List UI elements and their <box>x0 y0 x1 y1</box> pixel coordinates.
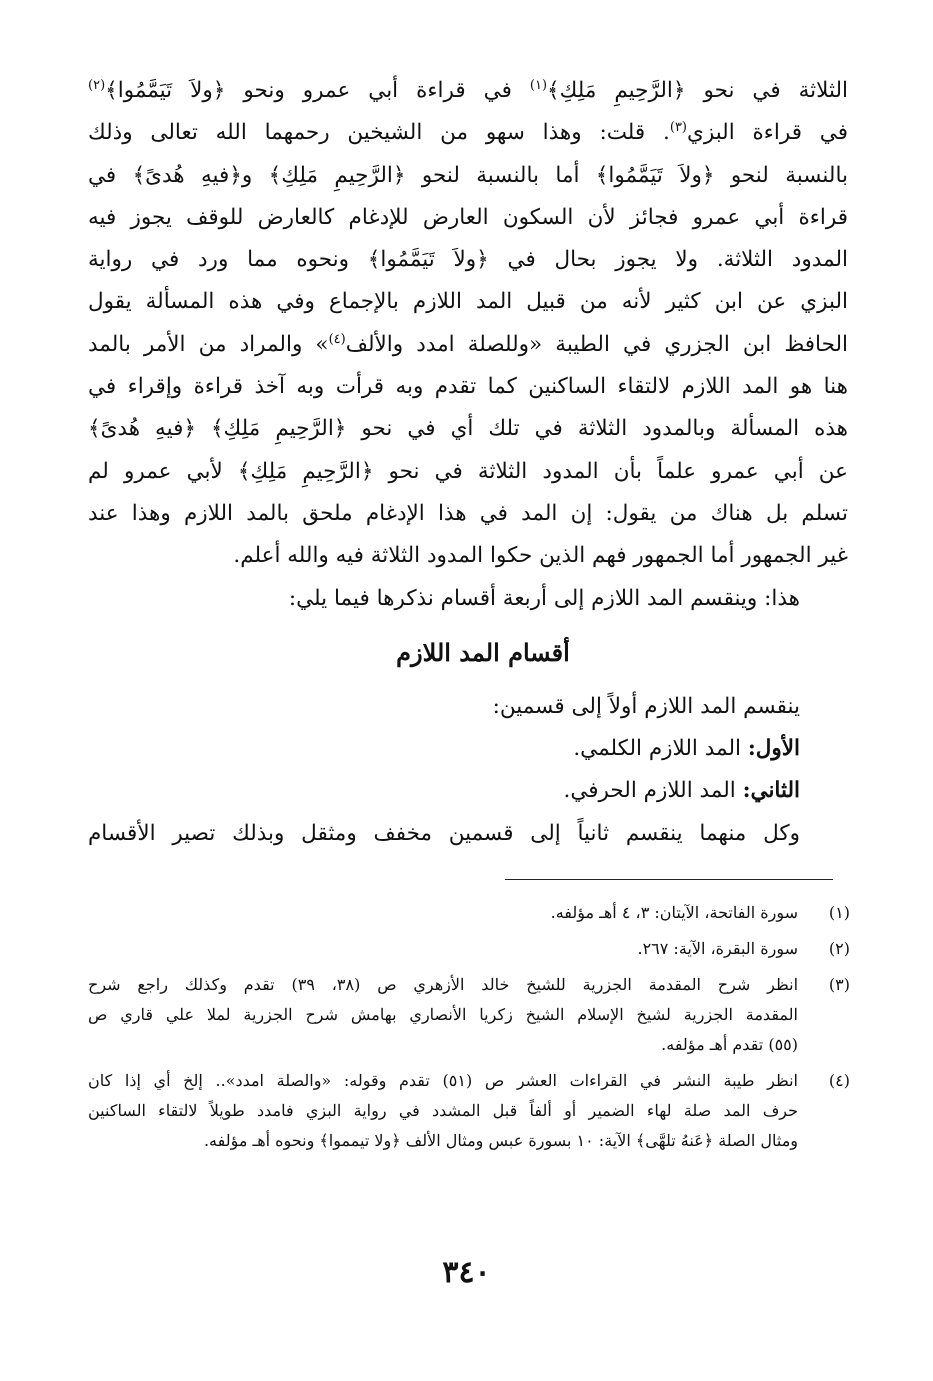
text-line: تسلم بل هناك من يقول: إن المد في هذا الإدغام ملحق بالمد اللازم وهذا عند <box>88 500 848 526</box>
footnote-2 <box>88 934 850 964</box>
footnote-ref: (٣) <box>669 120 687 136</box>
footnote-line: سورة البقرة، الآية: ٢٦٧. <box>637 939 798 958</box>
section-heading: أقسام المد اللازم <box>396 637 570 667</box>
footnote-number: (٢) <box>828 939 850 958</box>
footnote-line: حرف المد صلة لهاء الضمير أو ألفاً قبل المشدد في رواية البزي فامدد طويلاً لالتقاء الساكنين <box>88 1101 798 1120</box>
text-line: قراءة أبي عمرو فجائز لأن السكون العارض للإدغام كالعارض للوقف يجوز فيه <box>88 204 848 230</box>
list-label: الأول: <box>747 736 800 762</box>
text-line: في قراءة البزي$^{(٣)}$. قلت: وهذا سهو من الشيخين رحمهما الله تعالى وذلك <box>88 120 848 146</box>
division-list <box>88 686 848 855</box>
footnote-ref: (٢) <box>88 77 106 93</box>
page-number: ٣٤٠ <box>442 1255 491 1290</box>
text-line: هنا هو المد اللازم لالتقاء الساكنين كما تقدم وبه قرأت وبه آخذ قراءة وإقراء في <box>88 374 848 400</box>
footnote-number: (١) <box>828 903 850 922</box>
footnotes <box>88 898 850 1162</box>
footnote-line: سورة الفاتحة، الآيتان: ٣، ٤ أهـ مؤلفه. <box>550 903 798 922</box>
footnote-line: المقدمة الجزرية لشيخ الإسلام الشيخ زكريا الأنصاري بهامش شرح الجزرية لملا علي قاري ص <box>88 1005 798 1024</box>
footnote-ref: (٤) <box>328 331 346 347</box>
closing-line: وكل منهما ينقسم ثانياً إلى قسمين مخفف ومثقل وبذلك تصير الأقسام <box>88 820 800 846</box>
text-line: الحافظ ابن الجزري في الطيبة «وللصلة امدد والألف$^{(٤)}$» والمراد من الأمر بالمد <box>88 331 848 357</box>
footnote-line: انظر شرح المقدمة الجزرية للشيخ خالد الأزهري ص (٣٨، ٣٩) تقدم وكذلك راجع شرح <box>88 975 798 994</box>
text-line: هذا: وينقسم المد اللازم إلى أربعة أقسام نذكرها فيما يلي: <box>288 585 800 611</box>
footnote-number: (٤) <box>828 1071 850 1090</box>
text-line: غير الجمهور أما الجمهور فهم الذين حكوا المدود الثلاثة فيه والله أعلم. <box>233 543 848 569</box>
text-line: المدود الثلاثة. ولا يجوز بحال في ﴿ولاَ تَيَمَّمُوا﴾ ونحوه مما ورد في رواية <box>88 247 848 273</box>
footnote-number: (٣) <box>828 975 850 994</box>
footnote-1 <box>88 898 850 928</box>
text-line: بالنسبة لنحو ﴿ولاَ تَيَمَّمُوا﴾ أما بالنسبة لنحو ﴿الرَّحِيمِ مَلِكِ﴾ و﴿فيهِ هُدىً﴾ في <box>88 162 848 188</box>
list-item-first: الأول: المد اللازم الكلمي. <box>573 736 800 762</box>
list-label: الثاني: <box>742 778 800 804</box>
footnote-4 <box>88 1066 850 1156</box>
text-line: الثلاثة في نحو ﴿الرَّحِيمِ مَلِكِ﴾$^{(١)}$ في قراءة أبي عمرو ونحو ﴿ولاَ تَيَمَّمُوا﴾$^{(٢)}$ <box>88 77 848 103</box>
footnote-divider <box>505 879 833 880</box>
footnote-line: (٥٥) تقدم أهـ مؤلفه. <box>661 1035 798 1054</box>
list-intro: ينقسم المد اللازم أولاً إلى قسمين: <box>492 693 800 719</box>
text-line: عن أبي عمرو علماً بأن المدود الثلاثة في نحو ﴿الرَّحِيمِ مَلِكِ﴾ لأبي عمرو لم <box>88 458 848 484</box>
text-line: البزي عن ابن كثير لأنه من قبيل المد اللازم بالإجماع وفي هذه المسألة يقول <box>88 289 848 315</box>
footnote-3 <box>88 970 850 1060</box>
footnote-line: ومثال الصلة ﴿عَنهُ تلهَّى﴾ الآية: ١٠ بسورة عبس ومثال الألف ﴿ولا تيمموا﴾ ونحوه أهـ مؤلفه. <box>203 1131 798 1150</box>
footnote-ref: (١) <box>529 77 548 93</box>
main-text <box>88 70 848 855</box>
list-item-second: الثاني: المد اللازم الحرفي. <box>563 778 800 804</box>
footnote-line: انظر طيبة النشر في القراءات العشر ص (٥١) تقدم وقوله: «والصلة امدد».. إلخ أي إذا كان <box>88 1071 798 1090</box>
text-line: هذه المسألة وبالمدود الثلاثة في تلك أي في نحو ﴿الرَّحِيمِ مَلِكِ﴾ ﴿فيهِ هُدىً﴾ <box>88 416 848 442</box>
